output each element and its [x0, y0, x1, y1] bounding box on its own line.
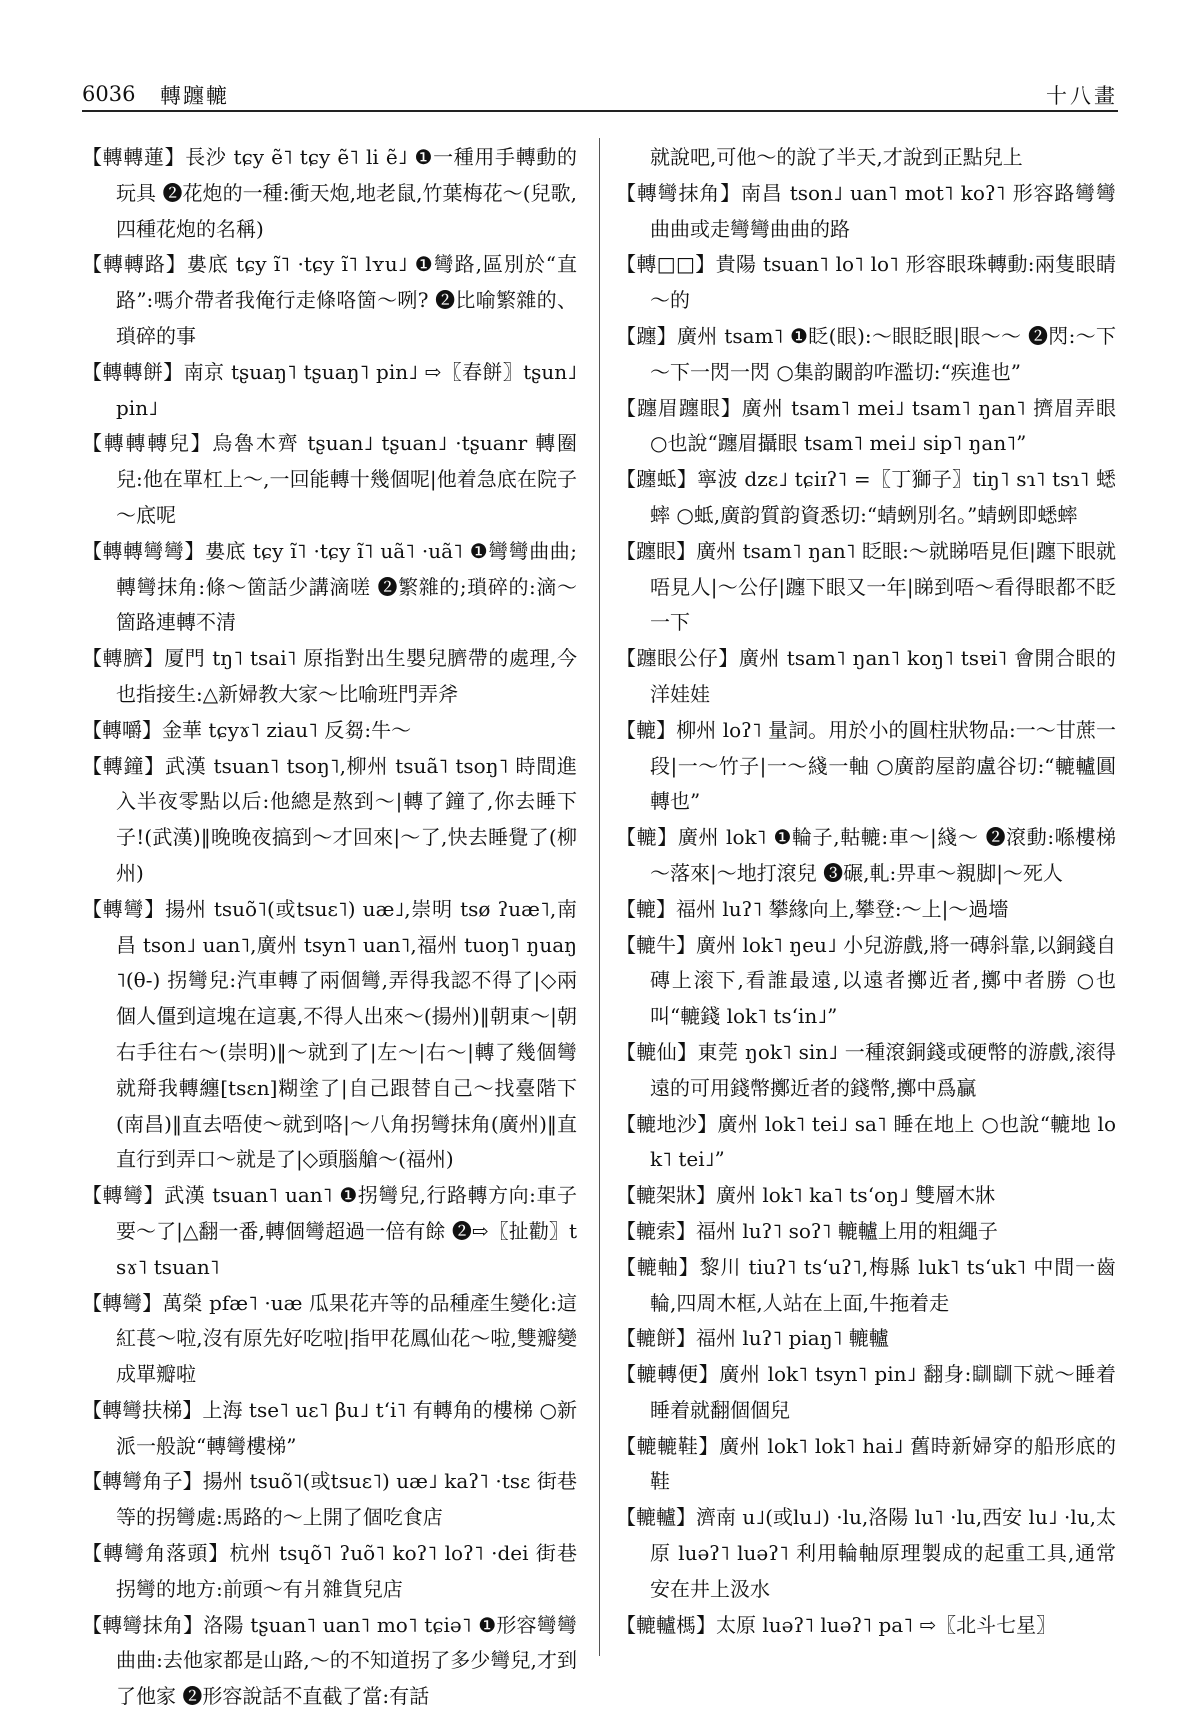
column-divider: [599, 138, 600, 1656]
entry: 【轉臍】厦門 tŋ˥ tsai˥ 原指對出生嬰兒臍帶的處理,今也指接生:△新婦教大家～比喻班門弄斧: [82, 646, 577, 706]
entry: 【躔蚳】寧波 dzɛ˩ tɕiɪʔ˥ =〖丁獅子〗tiŋ˥ sɿ˥ tsɿ˥ 蟋蟀 ○蚳,廣韵質韵資悉切:“蜻蛚別名。”蜻蛚即蟋蟀: [616, 467, 1116, 527]
entry: 【轉彎抹角】南昌 tson˩ uan˥ mot˥ koʔ˥ 形容路彎彎曲曲或走彎彎曲曲的路: [616, 180, 1116, 241]
entry: 【轆轉便】廣州 lok˥ tsyn˥ pin˩ 翻身:瞓瞓下就～睡着睡着就翻個個兒: [616, 1362, 1116, 1422]
entry: 【轆轆鞋】廣州 lok˥ lok˥ hai˩ 舊時新婦穿的船形底的鞋: [616, 1433, 1116, 1494]
entry: 【躔】廣州 tsam˥ ❶眨(眼):～眼眨眼|眼～～ ❷閃:～下～下一閃一閃 ○集韵闞韵咋濫切:“疾進也”: [616, 323, 1116, 384]
entry: 【轉彎抹角】洛陽 tʂuan˥ uan˥ mo˥ tɕiə˥ ❶形容彎彎曲曲:去他家都是山路,～的不知道拐了多少彎兒,才到了他家 ❷形容說話不直截了當:有話: [82, 1612, 577, 1709]
header-section: 十八畫: [1046, 84, 1118, 108]
entry: 【轉彎】武漢 tsuan˥ uan˥ ❶拐彎兒,行路轉方向:車子要～了|△翻一番,轉個彎超過一倍有餘 ❷⇨〖扯勸〗tsɤ˥ tsuan˥: [82, 1183, 577, 1279]
entry: 【轉轉蓮】長沙 tɕy ẽ˥ tɕy ẽ˥ li ẽ˩ ❶一種用手轉動的玩具 ❷花炮的一種:衝天炮,地老鼠,竹葉梅花～(兒歌,四種花炮的名稱): [82, 145, 577, 241]
entry: 【轉轉轉兒】烏魯木齊 tʂuan˩ tʂuan˩ ·tʂuanr 轉圈兒:他在單杠上～,一回能轉十幾個呢|他着急底在院子～底呢: [82, 431, 577, 527]
entry: 【轆餅】福州 luʔ˥ piaŋ˥ 轆轤: [616, 1326, 889, 1351]
entry: 【轆地沙】廣州 lok˥ tei˩ sa˥ 睡在地上 ○也說“轆地 lok˥ tei˩”: [616, 1111, 1116, 1172]
entry: 【轉轉餅】南京 tʂuaŋ˥ tʂuaŋ˥ pin˩ ⇨〖春餅〗tʂun˩ pin˩: [82, 359, 577, 420]
entry: 【轉彎扶梯】上海 tse˥ uɛ˥ βu˩ tʻi˥ 有轉角的樓梯 ○新派一般說“轉彎樓梯”: [82, 1397, 577, 1458]
entry-continuation: 就說吧,可他～的說了半天,才說到正點兒上: [650, 145, 1023, 169]
entry: 【躔眼公仔】廣州 tsam˥ ŋan˥ koŋ˥ tsɐi˥ 會開合眼的洋娃娃: [616, 646, 1116, 706]
entry: 【轉彎】揚州 tsuõ˥(或tsuɛ˥) uæ˩,崇明 tsø ʔuæ˥,南昌 tson˩ uan˥,廣州 tsyn˥ uan˥,福州 tuoŋ˥ ŋuaŋ˥(θ-) 拐彎兒:汽車轉了兩個彎,弄得我認不得了|◇兩個人僵到這塊在這裏,不得人出來～(揚州)‖朝東～|朝右手往右～(崇明)‖～就到了|左～|右～|轉了幾個彎就搿我轉纏[tsɛn]糊塗了|自己跟替自己～找臺階下(南昌)‖直去唔使～就到咯|～八角拐彎抹角(廣州)‖直直行到弄口～就是了|◇頭腦艙～(福州): [82, 896, 577, 1172]
header-title: 轉躔轆: [160, 84, 229, 108]
entry: 【轉嚼】金華 tɕyɤ˥ ziau˥ 反芻:牛～: [82, 717, 412, 742]
header-rule: [82, 110, 1118, 112]
entry: 【轉彎】萬榮 pfæ˥ ·uæ 瓜果花卉等的品種產生變化:這紅萇～啦,沒有原先好吃啦|指甲花鳳仙花～啦,雙瓣變成單瓣啦: [82, 1290, 577, 1387]
entry: 【轉□□】貴陽 tsuan˥ lo˥ lo˥ 形容眼珠轉動:兩隻眼睛～的: [616, 252, 1116, 313]
entry: 【轆轤榪】太原 luəʔ˥ luəʔ˥ pa˥ ⇨〖北斗七星〗: [616, 1612, 1057, 1637]
entry: 【轆牛】廣州 lok˥ ŋeu˩ 小兒游戲,將一磚斜靠,以銅錢自磚上滚下,看誰最遠,以遠者擲近者,擲中者勝 ○也叫“轆錢 lok˥ tsʻin˩”: [616, 932, 1116, 1029]
entry: 【轉鐘】武漢 tsuan˥ tsoŋ˥,柳州 tsuã˥ tsoŋ˥ 時間進入半夜零點以后:他總是熬到～|轉了鐘了,你去睡下子!(武漢)‖晚晚夜搞到～才回來|～了,快去睡覺了(柳州): [82, 753, 577, 885]
entry: 【轆索】福州 luʔ˥ soʔ˥ 轆轤上用的粗繩子: [616, 1218, 998, 1243]
page-number: 6036: [82, 82, 136, 106]
entry: 【轆】福州 luʔ˥ 攀緣向上,攀登:～上|～過墻: [616, 896, 1009, 921]
entry: 【躔眼】廣州 tsam˥ ŋan˥ 眨眼:～就睇唔見佢|躔下眼就唔見人|～公仔|躔下眼又一年|睇到唔～看得眼都不眨一下: [616, 538, 1116, 635]
entry: 【轆】廣州 lok˥ ❶輪子,軲轆:車～|綫～ ❷滾動:喺樓梯～落來|～地打滾兒 ❸碾,軋:畀車～親脚|～死人: [616, 825, 1116, 885]
left-column: [82, 140, 577, 1715]
entry: 【轉轉彎彎】婁底 tɕy ĩ˥ ·tɕy ĩ˥ uã˥ ·uã˥ ❶彎彎曲曲;轉彎抹角:條～箇話少講滴嗟 ❷繁雜的;瑣碎的:滴～箇路連轉不清: [82, 538, 577, 635]
entry: 【轉彎角子】揚州 tsuõ˥(或tsuɛ˥) uæ˩ kaʔ˥ ·tsɛ 街巷等的拐彎處:馬路的～上開了個吃食店: [82, 1469, 577, 1530]
entry: 【躔眉躔眼】廣州 tsam˥ mei˩ tsam˥ ŋan˥ 擠眉弄眼 ○也說“躔眉攝眼 tsam˥ mei˩ sip˥ ŋan˥”: [616, 395, 1116, 456]
entry: 【轆仙】東莞 ŋok˥ sin˩ 一種滾銅錢或硬幣的游戲,滚得遠的可用錢幣擲近者的錢幣,擲中爲贏: [616, 1039, 1116, 1100]
entry: 【轉轉路】婁底 tɕy ĩ˥ ·tɕy ĩ˥ lʏu˩ ❶彎路,區別於“直路”:嗎介帶者我俺行走條咯箇～咧? ❷比喻繁雜的、瑣碎的事: [82, 252, 577, 348]
entry: 【轆轤】濟南 u˩(或lu˩) ·lu,洛陽 lu˥ ·lu,西安 lu˩ ·lu,太原 luəʔ˥ luəʔ˥ 利用輪軸原理製成的起重工具,通常安在井上汲水: [616, 1505, 1116, 1601]
entry: 【轉彎角落頭】杭州 tsɥõ˥ ʔuõ˥ koʔ˥ loʔ˥ ·dei 街巷拐彎的地方:前頭～有爿雜貨兒店: [82, 1541, 577, 1601]
right-column: [616, 140, 1116, 1643]
entry: 【轆軸】黎川 tiuʔ˥ tsʻuʔ˥,梅縣 luk˥ tsʻuk˥ 中間一齒輪,四周木框,人站在上面,牛拖着走: [616, 1254, 1116, 1315]
page-header: [82, 78, 1118, 112]
entry: 【轆架牀】廣州 lok˥ ka˥ tsʻoŋ˩ 雙層木牀: [616, 1183, 996, 1208]
entry: 【轆】柳州 loʔ˥ 量詞。用於小的圓柱狀物品:一～甘蔗一段|一～竹子|一～綫一軸 ○廣韵屋韵盧谷切:“轆轤圓轉也”: [616, 717, 1116, 814]
